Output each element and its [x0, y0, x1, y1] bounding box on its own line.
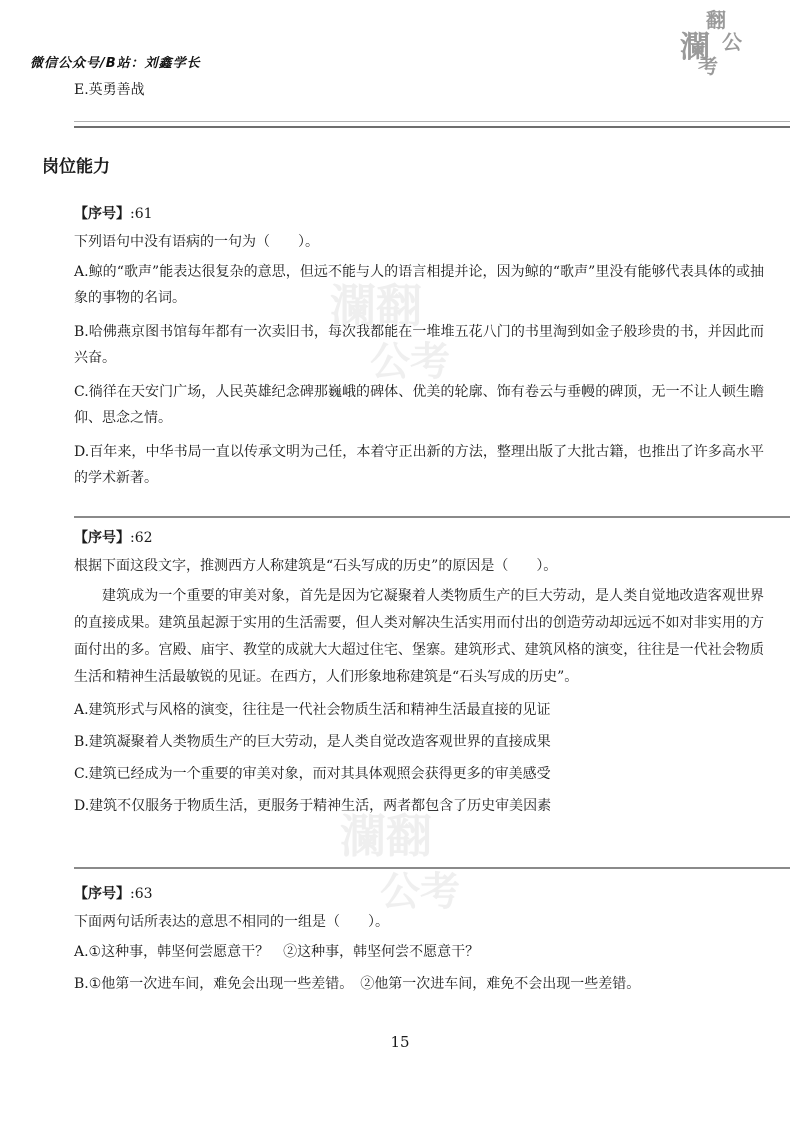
question-label: 【序号】:62: [74, 530, 153, 546]
watermark: 公考: [370, 338, 450, 385]
option-b: B.建筑凝聚着人类物质生产的巨大劳动，是人类自觉改造客观世界的直接成果: [74, 734, 551, 750]
watermark: 公考: [380, 868, 460, 915]
logo-char: 公: [722, 30, 742, 54]
option-a: A.鲸的“歌声”能表达很复杂的意思，但远不能与人的语言相提并论，因为鲸的“歌声”里没有能够代表具体的或抽象的事物的名词。: [74, 264, 764, 306]
question-stem: 根据下面这段文字，推测西方人称建筑是“石头写成的历史”的原因是（ ）。: [74, 558, 558, 574]
question-63: [74, 884, 764, 1003]
logo-char: 翻: [706, 8, 726, 32]
option-a: A.①这种事，韩坚何尝愿意干？ ②这种事，韩坚何尝不愿意干？: [74, 944, 480, 960]
question-62: [74, 528, 764, 825]
question-divider: [74, 516, 790, 518]
carry-over-option: E.英勇善战: [74, 82, 145, 98]
section-title: 岗位能力: [42, 157, 110, 177]
publisher-logo: [676, 4, 766, 80]
option-b: B.①他第一次进车间，难免会出现一些差错。 ②他第一次进车间，难免不会出现一些差错。: [74, 976, 641, 992]
option-d: D.百年来，中华书局一直以传承文明为己任，本着守正出新的方法，整理出版了大批古籍，也推出了许多高水平的学术新著。: [74, 444, 764, 486]
watermark: 瀾翻: [330, 279, 422, 333]
question-label: 【序号】:61: [74, 206, 153, 222]
question-61: [74, 204, 764, 499]
logo-char: 瀾: [680, 30, 710, 65]
option-a: A.建筑形式与风格的演变，往往是一代社会物质生活和精神生活最直接的见证: [74, 702, 551, 718]
option-c: C.建筑已经成为一个重要的审美对象，而对其具体观照会获得更多的审美感受: [74, 766, 551, 782]
logo-char: 考: [698, 54, 718, 78]
question-stem: 下列语句中没有语病的一句为（ ）。: [74, 234, 319, 250]
header-channel-text: 微信公众号/B站：刘鑫学长: [30, 56, 201, 71]
page-number: 15: [390, 1033, 410, 1051]
option-c: C.徜徉在天安门广场，人民英雄纪念碑那巍峨的碑体、优美的轮廓、饰有卷云与垂幔的碑顶，无一不让人顿生瞻仰、思念之情。: [74, 384, 764, 426]
option-d: D.建筑不仅服务于物质生活，更服务于精神生活，两者都包含了历史审美因素: [74, 798, 552, 814]
question-divider: [74, 867, 790, 869]
question-stem: 下面两句话所表达的意思不相同的一组是（ ）。: [74, 914, 389, 930]
question-passage: 建筑成为一个重要的审美对象，首先是因为它凝聚着人类物质生产的巨大劳动，是人类自觉地改造客观世界的直接成果。建筑虽起源于实用的生活需要，但人类对解决生活实用而付出的创造劳动却远远不如对非实用的方面付出的多。宫殿、庙宇、教堂的成就大大超过住宅、堡寨。建筑形式、建筑风格的演变，往往是一代社会物质生活和精神生活最敏锐的见证。在西方，人们形象地称建筑是“石头写成的历史”。: [74, 588, 764, 685]
option-b: B.哈佛燕京图书馆每年都有一次卖旧书，每次我都能在一堆堆五花八门的书里淘到如金子般珍贵的书，并因此而兴奋。: [74, 324, 764, 366]
question-label: 【序号】:63: [74, 886, 153, 902]
section-divider: [74, 121, 790, 128]
watermark: 瀾翻: [340, 809, 432, 863]
